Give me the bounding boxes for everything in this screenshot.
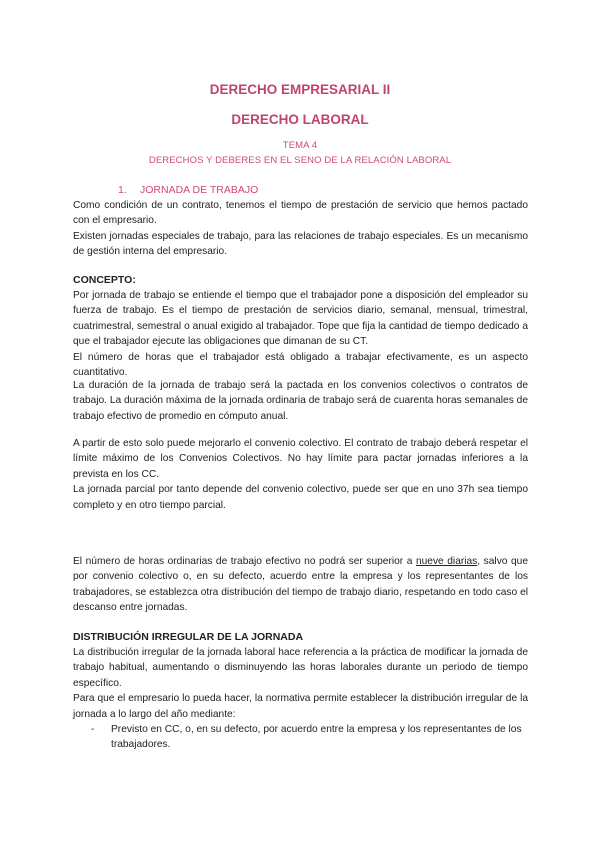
subject-title: DERECHO LABORAL — [231, 112, 369, 127]
tema-subtitle: DERECHOS Y DEBERES EN EL SENO DE LA RELACIÓN LABORAL — [148, 155, 452, 166]
bullet-text: Previsto en CC, o, en su defecto, por acuerdo entre la empresa y los representantes de los trabajadores. — [111, 724, 522, 751]
intro-block — [73, 198, 528, 260]
ordinarias-paragraph — [73, 554, 528, 616]
course-title: DERECHO EMPRESARIAL II — [209, 82, 391, 97]
mejora-paragraph: A partir de esto solo puede mejorarlo el convenio colectivo. El contrato de trabajo deberá respetar el límite máximo de los Convenios Colectivos. No hay límite para pactar jornadas inferiores a la prevista en los CC. — [73, 438, 528, 480]
duracion-block — [73, 378, 528, 424]
duracion-paragraph: La duración de la jornada de trabajo será la pactada en los convenios colectivos o contratos de trabajo. La duración máxima de la jornada ordinaria de trabajo será de cuarenta horas semanales de trabajo efectivo de promedio en cómputo anual. — [73, 380, 528, 422]
section-heading-jornada — [118, 184, 258, 196]
distribucion-paragraph: Para que el empresario lo pueda hacer, la normativa permite establecer la distribución irregular de la jornada a lo largo del año mediante: — [73, 693, 528, 720]
bullet-dash: - — [91, 724, 95, 735]
intro-paragraph: Existen jornadas especiales de trabajo, para las relaciones de trabajo especiales. Es un mecanismo de gestión interna del empresario. — [73, 230, 528, 258]
concepto-paragraph: El número de horas que el trabajador está obligado a trabajar efectivamente, es un aspecto cuantitativo. — [73, 351, 528, 379]
tema-label: TEMA 4 — [282, 140, 318, 151]
distribucion-paragraph: La distribución irregular de la jornada laboral hace referencia a la práctica de modificar la jornada de trabajo habitual, aumentando o disminuyendo las horas laborales durante un periodo de tiempo específico. — [73, 647, 528, 689]
mejora-paragraph: La jornada parcial por tanto depende del convenio colectivo, puede ser que en uno 37h sea tiempo completo y en otro tiempo parcial. — [73, 484, 528, 511]
section-number: 1. — [118, 184, 127, 196]
nueve-diarias-underlined: nueve diarias — [415, 556, 478, 567]
intro-paragraph: Como condición de un contrato, tenemos el tiempo de prestación de servicio que hemos pactado con el empresario. — [73, 200, 528, 227]
concepto-block — [73, 288, 528, 380]
ordinarias-text-start: El número de horas ordinarias de trabajo efectivo no podrá ser superior a — [73, 556, 416, 567]
mejora-block — [73, 436, 528, 513]
concepto-paragraph: Por jornada de trabajo se entiende el tiempo que el trabajador pone a disposición del empleador su fuerza de trabajo. Es el tiempo de prestación de servicios diario, semanal, mensual, trimestral, cuatrimestral, semestral o anual exigido al trabajador. Tope que fija la cantidad de tiempo dedicado a que el trabajador ejecute las obligaciones que dimanan de su CT. — [73, 290, 528, 348]
ordinarias-block — [73, 554, 528, 616]
bullet-item — [91, 722, 531, 753]
distribucion-block — [73, 645, 528, 722]
ordinarias-text-end: , salvo que por convenio colectivo o, en su defecto, acuerdo entre la empresa y los representantes de los trabajadores, se establezca otra distribución del tiempo de trabajo diario, respetando en todo caso el descanso entre jornadas. — [73, 556, 528, 614]
distribucion-heading: DISTRIBUCIÓN IRREGULAR DE LA JORNADA — [73, 631, 304, 643]
section-label: JORNADA DE TRABAJO — [140, 184, 259, 196]
concepto-heading: CONCEPTO: — [73, 274, 136, 286]
